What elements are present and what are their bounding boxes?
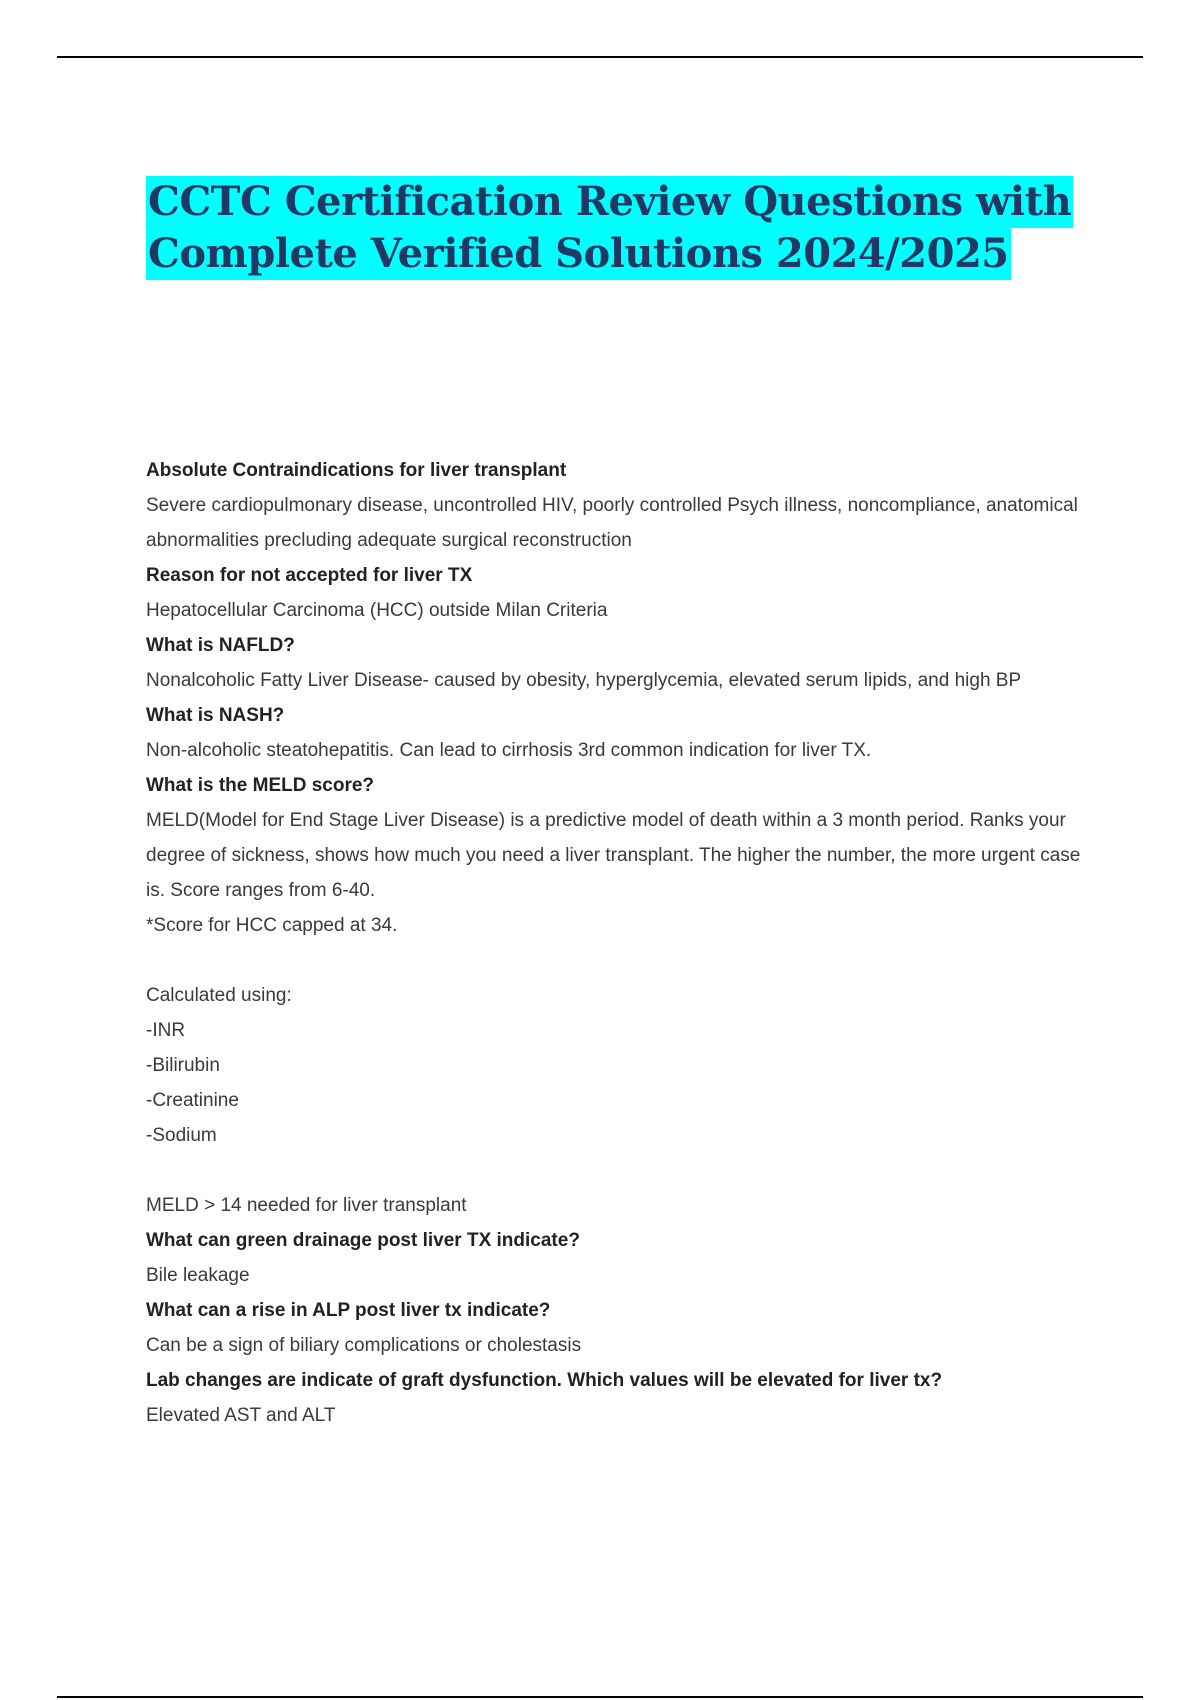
answer-4: Non-alcoholic steatohepatitis. Can lead to cirrhosis 3rd common indication for liver TX. xyxy=(146,740,872,761)
answer-3: Nonalcoholic Fatty Liver Disease- caused by obesity, hyperglycemia, elevated serum lipids, and high BP xyxy=(146,670,1022,691)
answer-5-description: MELD(Model for End Stage Liver Disease) is a predictive model of death within a 3 month period. Ranks your degree of sickness, shows how much you need a liver transplant. The higher the number, the more urgent case is. Score ranges from 6-40. xyxy=(146,810,1081,901)
question-7: What can a rise in ALP post liver tx indicate? xyxy=(146,1300,551,1321)
question-2: Reason for not accepted for liver TX xyxy=(146,565,473,586)
answer-5-factor-creatinine: -Creatinine xyxy=(146,1090,239,1111)
question-1: Absolute Contraindications for liver transplant xyxy=(146,460,567,481)
answer-5-threshold: MELD > 14 needed for liver transplant xyxy=(146,1195,467,1216)
footer-rule xyxy=(57,1696,1143,1698)
spacer xyxy=(146,943,1086,978)
answer-5-calculated-heading: Calculated using: xyxy=(146,985,292,1006)
answer-5-factor-sodium: -Sodium xyxy=(146,1125,217,1146)
answer-8: Elevated AST and ALT xyxy=(146,1405,336,1426)
question-8: Lab changes are indicate of graft dysfunction. Which values will be elevated for liver tx? xyxy=(146,1370,943,1391)
question-6: What can green drainage post liver TX indicate? xyxy=(146,1230,580,1251)
document-title-line-2: Complete Verified Solutions 2024/2025 xyxy=(146,228,1011,280)
question-3: What is NAFLD? xyxy=(146,635,295,656)
answer-5-factor-inr: -INR xyxy=(146,1020,186,1041)
header-rule xyxy=(57,56,1143,58)
document-title-line-1: CCTC Certification Review Questions with xyxy=(146,176,1073,228)
answer-7: Can be a sign of biliary complications or cholestasis xyxy=(146,1335,582,1356)
spacer xyxy=(146,1153,1086,1188)
question-4: What is NASH? xyxy=(146,705,285,726)
answer-5-hcc-note: *Score for HCC capped at 34. xyxy=(146,915,398,936)
question-5: What is the MELD score? xyxy=(146,775,375,796)
document-title xyxy=(146,176,1146,280)
answer-6: Bile leakage xyxy=(146,1265,250,1286)
answer-2: Hepatocellular Carcinoma (HCC) outside Milan Criteria xyxy=(146,600,608,621)
answer-1: Severe cardiopulmonary disease, uncontrolled HIV, poorly controlled Psych illness, noncompliance, anatomical abnormalities precluding adequate surgical reconstruction xyxy=(146,495,1078,551)
qa-list xyxy=(146,453,1086,1433)
answer-5-factor-bilirubin: -Bilirubin xyxy=(146,1055,220,1076)
